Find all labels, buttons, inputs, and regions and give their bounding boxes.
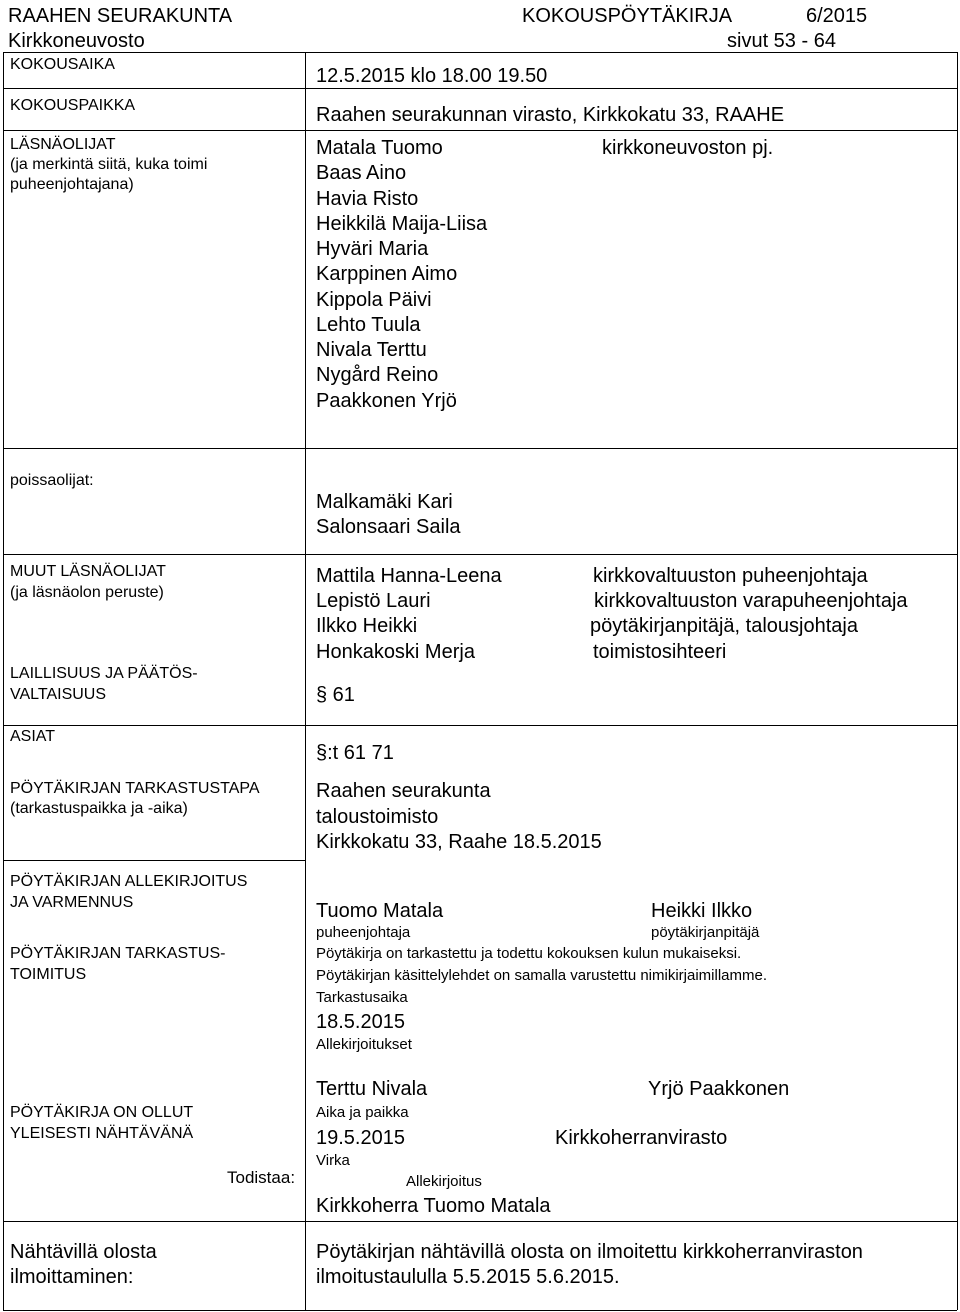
present-member: Lehto Tuula	[316, 314, 421, 336]
display-place: Kirkkoherranvirasto	[555, 1127, 728, 1149]
official-name: Kirkkoherra Tuomo Matala	[316, 1195, 551, 1217]
meeting-time-value: 12.5.2015 klo 18.00 19.50	[316, 65, 548, 87]
review-label: PÖYTÄKIRJAN TARKASTUS-	[10, 945, 226, 962]
page-range: sivut 53 - 64	[727, 30, 836, 52]
divider	[3, 1310, 957, 1311]
public-display-label: YLEISESTI NÄHTÄVÄNÄ	[10, 1125, 194, 1142]
other-person-role: kirkkovaltuuston varapuheenjohtaja	[594, 590, 908, 612]
divider	[3, 52, 957, 53]
absent-member: Malkamäki Kari	[316, 491, 453, 513]
signature-label: Allekirjoitus	[406, 1173, 482, 1190]
review-method-note: (tarkastuspaikka ja -aika)	[10, 800, 188, 817]
present-member: Heikkilä Maija-Liisa	[316, 213, 488, 235]
witness-label: Todistaa:	[227, 1168, 296, 1187]
present-member: Kippola Päivi	[316, 289, 432, 311]
divider	[3, 130, 957, 131]
divider	[3, 725, 957, 726]
matters-value: §:t 61 71	[316, 742, 394, 764]
present-member: Nygård Reino	[316, 364, 439, 386]
table-border	[305, 52, 306, 1310]
notice-text: Pöytäkirjan nähtävillä olosta on ilmoitettu kirkkoherranviraston	[316, 1241, 863, 1263]
review-method-label: PÖYTÄKIRJAN TARKASTUSTAPA	[10, 780, 260, 797]
review-method-line: Raahen seurakunta	[316, 780, 491, 802]
other-person-role: toimistosihteeri	[593, 641, 727, 663]
meeting-place-label: KOKOUSPAIKKA	[10, 97, 136, 114]
review-time-label: Tarkastusaika	[316, 989, 408, 1006]
other-person-name: Honkakoski Merja	[316, 641, 475, 663]
meeting-time-label: KOKOUSAIKA	[10, 56, 115, 73]
matters-label: ASIAT	[10, 728, 56, 745]
signer-title: pöytäkirjanpitäjä	[651, 924, 760, 941]
meeting-place-value: Raahen seurakunnan virasto, Kirkkokatu 33, RAAHE	[316, 104, 785, 126]
present-label-note: puheenjohtajana)	[10, 176, 134, 193]
signer-name: Heikki Ilkko	[651, 900, 753, 922]
display-date: 19.5.2015	[316, 1127, 405, 1149]
other-person-name: Lepistö Lauri	[316, 590, 431, 612]
doc-type: KOKOUSPÖYTÄKIRJA	[522, 5, 733, 27]
present-member: Baas Aino	[316, 162, 407, 184]
other-person-role: pöytäkirjanpitäjä, talousjohtaja	[590, 615, 858, 637]
review-method-line: taloustoimisto	[316, 806, 439, 828]
signatures-label: Allekirjoitukset	[316, 1036, 412, 1053]
place-time-label: Aika ja paikka	[316, 1104, 409, 1121]
reviewer-name: Yrjö Paakkonen	[648, 1078, 790, 1100]
table-border	[3, 52, 4, 1310]
divider	[3, 88, 957, 89]
quorum-label: LAILLISUUS JA PÄÄTÖS-	[10, 665, 198, 682]
signing-label: JA VARMENNUS	[10, 894, 134, 911]
governing-body: Kirkkoneuvosto	[8, 30, 145, 52]
present-member: Karppinen Aimo	[316, 263, 458, 285]
signer-name: Tuomo Matala	[316, 900, 444, 922]
office-label: Virka	[316, 1152, 350, 1169]
notice-label: ilmoittaminen:	[10, 1266, 134, 1288]
chair-note: kirkkoneuvoston pj.	[602, 137, 774, 159]
other-person-name: Mattila Hanna-Leena	[316, 565, 502, 587]
divider	[3, 860, 305, 861]
quorum-label: VALTAISUUS	[10, 686, 107, 703]
signer-title: puheenjohtaja	[316, 924, 411, 941]
table-border	[957, 52, 958, 1310]
doc-number: 6/2015	[806, 5, 868, 27]
others-label-note: (ja läsnäolon peruste)	[10, 584, 164, 601]
org-name: RAAHEN SEURAKUNTA	[8, 5, 233, 27]
present-member: Matala Tuomo	[316, 137, 443, 159]
notice-label: Nähtävillä olosta	[10, 1241, 157, 1263]
present-member: Havia Risto	[316, 188, 419, 210]
reviewer-name: Terttu Nivala	[316, 1078, 428, 1100]
signing-label: PÖYTÄKIRJAN ALLEKIRJOITUS	[10, 873, 248, 890]
review-statement: Pöytäkirjan käsittelylehdet on samalla varustettu nimikirjaimillamme.	[316, 967, 768, 984]
review-method-line: Kirkkokatu 33, Raahe 18.5.2015	[316, 831, 602, 853]
divider	[3, 448, 957, 449]
other-person-name: Ilkko Heikki	[316, 615, 418, 637]
divider	[3, 554, 957, 555]
notice-text: ilmoitustaululla 5.5.2015 5.6.2015.	[316, 1266, 620, 1288]
review-time-value: 18.5.2015	[316, 1011, 405, 1033]
present-label-note: (ja merkintä siitä, kuka toimi	[10, 156, 208, 173]
review-label: TOIMITUS	[10, 966, 87, 983]
present-member: Nivala Terttu	[316, 339, 427, 361]
present-member: Paakkonen Yrjö	[316, 390, 457, 412]
review-statement: Pöytäkirja on tarkastettu ja todettu kokouksen kulun mukaiseksi.	[316, 945, 742, 962]
others-label: MUUT LÄSNÄOLIJAT	[10, 563, 166, 580]
present-member: Hyväri Maria	[316, 238, 429, 260]
public-display-label: PÖYTÄKIRJA ON OLLUT	[10, 1104, 194, 1121]
divider	[3, 1221, 957, 1222]
absent-label: poissaolijat:	[10, 472, 94, 489]
other-person-role: kirkkovaltuuston puheenjohtaja	[593, 565, 868, 587]
present-label: LÄSNÄOLIJAT	[10, 136, 116, 153]
absent-member: Salonsaari Saila	[316, 516, 461, 538]
quorum-value: § 61	[316, 684, 355, 706]
